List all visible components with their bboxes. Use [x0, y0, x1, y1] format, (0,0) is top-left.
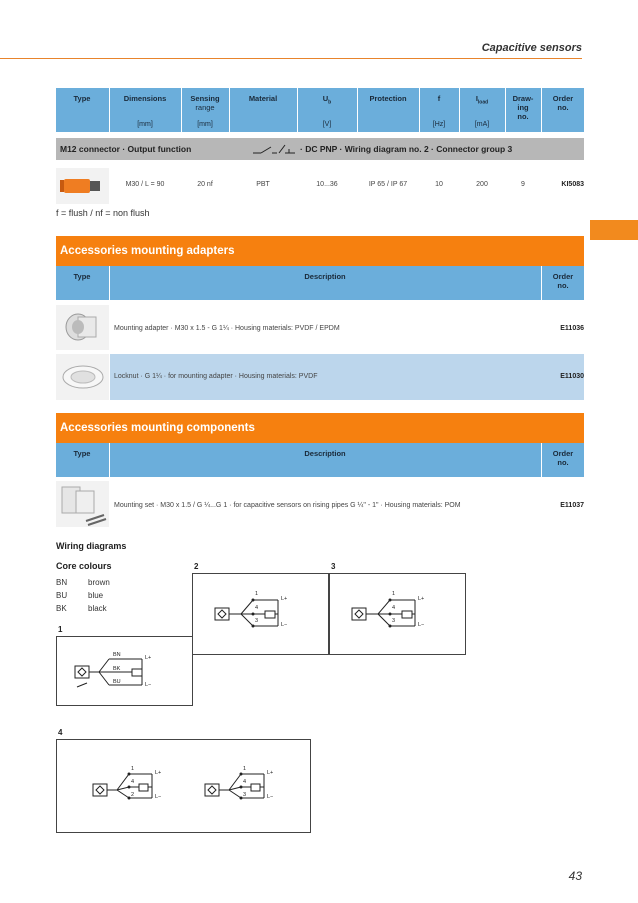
col-iload-unit: [mA]	[474, 121, 490, 128]
row-order: KI5083	[561, 181, 584, 188]
diag1-lminus: L−	[145, 682, 152, 688]
col-iload-label: I	[475, 94, 478, 103]
col-f: f	[437, 94, 441, 103]
diag3-pin1: 1	[392, 591, 396, 597]
col-material: Material	[248, 94, 278, 103]
diag2-pin1: 1	[255, 591, 259, 597]
locknut-icon	[56, 354, 109, 400]
diagram-1-label: 1	[58, 625, 63, 634]
col-order-2: no.	[557, 103, 569, 112]
component-row-1-description: Mounting set · M30 x 1.5 / G ¼...G 1 · for capacitive sensors on rising pipes G ¼" - 1" · Housing materials: POM	[114, 502, 461, 509]
wiring-diagram-2-schematic	[193, 574, 328, 654]
row-iload: 200	[476, 181, 488, 188]
diag4b-pin3: 3	[243, 792, 247, 798]
col-ub-unit: [V]	[322, 121, 332, 128]
col-ub	[298, 94, 356, 108]
col-drawing-2: ing	[517, 103, 529, 112]
core-code-bn: BN	[56, 578, 68, 587]
col-dimensions-unit: [mm]	[137, 121, 153, 128]
col-type: Type	[73, 94, 91, 103]
row-ub: 10...36	[316, 181, 338, 188]
col-drawing-3: no.	[517, 112, 529, 121]
diag4b-pin1: 1	[243, 766, 247, 772]
wiring-diagram-1-schematic	[57, 637, 192, 705]
diagram-2-label: 2	[194, 562, 199, 571]
diag2-pin3: 3	[255, 618, 259, 624]
adapters-col-description: Description	[304, 272, 346, 281]
group-label-start: M12 connector · Output function	[60, 144, 192, 154]
col-iload-sub: load	[477, 99, 489, 106]
col-sensing-2: range	[195, 103, 215, 112]
core-name-bn: brown	[88, 578, 110, 587]
diag4a-pin2: 2	[131, 792, 135, 798]
capacitive-sensor-icon	[56, 168, 109, 204]
wiring-diagrams-title: Wiring diagrams	[56, 541, 127, 551]
flush-footnote: f = flush / nf = non flush	[56, 208, 150, 218]
diag4b-pin4: 4	[243, 779, 247, 785]
adapters-title-bar	[56, 236, 584, 266]
core-colours-title: Core colours	[56, 561, 112, 571]
adapters-col-order-1: Order	[552, 272, 574, 281]
diag3-lminus: L−	[418, 622, 425, 628]
diag1-lplus: L+	[145, 655, 152, 661]
core-code-bk: BK	[56, 604, 67, 613]
adapter-row-2-order: E11030	[560, 373, 584, 380]
diag4a-lminus: L−	[155, 794, 162, 800]
adapters-col-order-2: no.	[557, 281, 569, 290]
diag2-pin4: 4	[255, 605, 259, 611]
mounting-adapter-icon	[56, 305, 109, 350]
col-ub-sub: b	[328, 99, 332, 106]
header-divider	[0, 58, 582, 59]
adapter-row-2-description: Locknut · G 1¼ · for mounting adapter · Housing materials: PVDF	[114, 373, 318, 380]
component-row-1-order: E11037	[560, 502, 584, 509]
col-f-unit: [Hz]	[432, 121, 446, 128]
sensor-group-bar	[56, 138, 584, 160]
diag3-pin3: 3	[392, 618, 396, 624]
col-sensing-unit: [mm]	[197, 121, 213, 128]
col-protection: Protection	[369, 94, 407, 103]
diag4a-pin1: 1	[131, 766, 135, 772]
mounting-adapter-image	[56, 305, 109, 350]
wiring-diagram-2	[192, 573, 329, 655]
page-number: 43	[568, 869, 582, 883]
row-f: 10	[435, 181, 443, 188]
col-sensing-1: Sensing	[190, 94, 220, 103]
components-col-order-2: no.	[557, 458, 569, 467]
diag1-bk: BK	[113, 666, 121, 672]
diag2-lminus: L−	[281, 622, 288, 628]
row-dimensions: M30 / L = 90	[125, 181, 165, 188]
diag1-bu: BU	[113, 679, 121, 685]
core-name-bu: blue	[88, 591, 104, 600]
core-name-bk: black	[88, 604, 107, 613]
components-col-type: Type	[73, 449, 91, 458]
wiring-diagram-3-schematic	[330, 574, 465, 654]
components-col-description: Description	[304, 449, 346, 458]
adapter-row-1-order: E11036	[560, 325, 584, 332]
wiring-diagram-1	[56, 636, 193, 706]
col-drawing-1: Draw-	[512, 94, 534, 103]
col-iload	[460, 94, 504, 108]
row-sensing-range: 20 nf	[197, 181, 213, 188]
components-title: Accessories mounting components	[60, 422, 255, 434]
diag4a-lplus: L+	[155, 770, 162, 776]
diag4a-pin4: 4	[131, 779, 135, 785]
components-title-bar	[56, 413, 584, 443]
adapter-row-1-description: Mounting adapter · M30 x 1.5 - G 1¼ · Housing materials: PVDF / EPDM	[114, 325, 340, 332]
row-drawing: 9	[521, 181, 525, 188]
section-tab-marker	[590, 220, 638, 240]
diag1-bn: BN	[113, 652, 121, 658]
row-material: PBT	[256, 181, 270, 188]
col-dimensions: Dimensions	[123, 94, 167, 103]
adapters-col-type: Type	[73, 272, 91, 281]
wiring-diagram-4-schematic	[57, 740, 310, 832]
diagram-4-label: 4	[58, 728, 63, 737]
locknut-image	[56, 354, 109, 400]
wiring-diagram-4	[56, 739, 311, 833]
col-order-1: Order	[552, 94, 574, 103]
adapters-title: Accessories mounting adapters	[60, 245, 235, 257]
core-code-bu: BU	[56, 591, 68, 600]
diag3-lplus: L+	[418, 596, 425, 602]
page-header-title: Capacitive sensors	[481, 42, 582, 54]
diagram-3-label: 3	[331, 562, 336, 571]
group-label-end: · DC PNP · Wiring diagram no. 2 · Connector group 3	[300, 144, 513, 154]
diag2-lplus: L+	[281, 596, 288, 602]
output-function-symbol-icon	[251, 143, 297, 155]
components-col-order-1: Order	[552, 449, 574, 458]
mounting-set-image	[56, 481, 109, 527]
diag4b-lminus: L−	[267, 794, 274, 800]
wiring-diagram-3	[329, 573, 466, 655]
diag3-pin4: 4	[392, 605, 396, 611]
mounting-set-icon	[56, 481, 109, 527]
col-ub-label: U	[322, 94, 329, 103]
sensor-image	[56, 168, 109, 204]
diag4b-lplus: L+	[267, 770, 274, 776]
row-protection: IP 65 / IP 67	[368, 181, 408, 188]
